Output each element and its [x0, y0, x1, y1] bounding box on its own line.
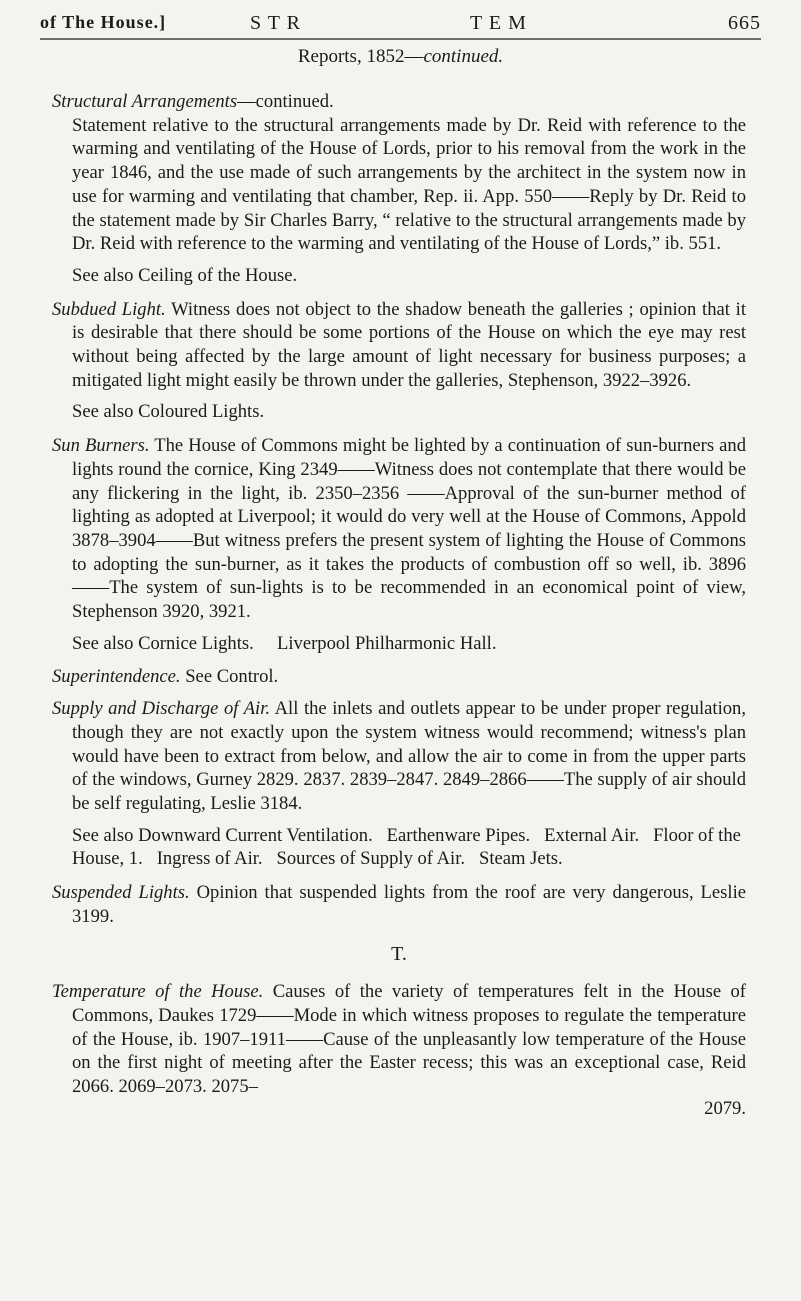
running-head-word-end: T E M: [470, 12, 527, 34]
index-body: [52, 90, 746, 1120]
section-title: [0, 46, 801, 68]
entry-text: All the inlets and outlets appear to be under proper regulation, though they are not exactly upon the system witness would recommend; witness's plan would have been to extract from below, and allow the air to come in from the upper parts of the windows, Gurney 2829. 2837. 2839–2847. 2849–2866——The supply of air should be self regulating, Leslie 3184.: [72, 698, 747, 814]
entry-heading: Sun Burners.: [52, 435, 150, 457]
running-head-left: of The House.]: [40, 12, 167, 32]
see-also: See also Ceiling of the House.: [72, 264, 298, 286]
index-entry: [52, 298, 746, 393]
page-number: 665: [728, 12, 761, 34]
index-entry: [52, 90, 746, 114]
entry-heading: Suspended Lights.: [52, 882, 190, 904]
entry-text: Opinion that suspended lights from the roof are very dangerous, Leslie 3199.: [72, 882, 746, 927]
entry-heading: Structural Arrangements: [52, 91, 238, 112]
see-also: See also Cornice Lights. Liverpool Philharmonic Hall.: [72, 632, 497, 654]
index-entry: [52, 881, 746, 928]
running-head-word-start: S T R: [250, 12, 301, 34]
header-rule: [40, 38, 761, 40]
see-also: See also Downward Current Ventilation. Earthenware Pipes. External Air. Floor of the House, 1. Ingress of Air. Sources of Supply of Air. Steam Jets.: [72, 824, 746, 870]
letter-heading: T.: [391, 942, 407, 965]
entry-heading: Supply and Discharge of Air.: [52, 698, 271, 720]
entry-heading: Superintendence.: [52, 666, 181, 688]
entry-heading: Subdued Light.: [52, 298, 166, 320]
section-title-prefix: Reports, 1852—: [297, 46, 424, 67]
entry-text: See Control.: [185, 666, 279, 688]
entry-heading: Temperature of the House.: [52, 981, 264, 1003]
index-entry: [52, 697, 746, 816]
index-entry: [52, 980, 746, 1099]
entry-text: Causes of the variety of temperatures felt in the House of Commons, Daukes 1729——Mode in which witness proposes to regulate the temperature of the House, ib. 1907–1911——Cause of the unpleasantly low temperature of the House on the first night of meeting after the Easter recess; this was an exceptional case, Reid 2066. 2069–2073. 2075–: [72, 981, 746, 1098]
running-head: [40, 8, 761, 38]
section-title-suffix: continued.: [423, 46, 504, 67]
index-entry: [52, 665, 746, 689]
entry-heading-tail: —continued.: [237, 91, 334, 112]
entry-continuation: 2079.: [704, 1097, 746, 1119]
entry-text: The House of Commons might be lighted by a continuation of sun-burners and lights round the cornice, King 2349——Witness does not contemplate that there would be any flickering in the light, ib. 2350–2356 ——Approval of the sun-burner method of lighting as adopted at Liverpool; it would do very well at the House of Commons, Appold 3878–3904——But witness prefers the present system of lighting the House of Commons to adopting the sun-burner, as it takes the products of combustion off so well, ib. 3896 ——The system of sun-lights is to be recommended in an economical point of view, Stephenson 3920, 3921.: [72, 435, 747, 623]
index-entry-text: Statement relative to the structural arrangements made by Dr. Reid with reference to the warming and ventilating of the House of Lords, prior to his removal from the work in the year 1846, and the use made of such arrangements by the architect in the system now in use for warming and ventilating that chamber, Rep. ii. App. 550——Reply by Dr. Reid to the statement made by Sir Charles Barry, “ relative to the structural arrangements made by Dr. Reid with reference to the warming and ventilating of the House of Lords,” ib. 551.: [72, 114, 746, 255]
see-also: See also Coloured Lights.: [72, 401, 265, 423]
entry-text: Witness does not object to the shadow beneath the galleries ; opinion that it is desirable that there should be some portions of the House on which the eye may rest without being affected by the large amount of light necessary for business purposes; a mitigated light might easily be thrown under the galleries, Stephenson, 3922–3926.: [72, 298, 746, 391]
index-entry: [52, 434, 746, 624]
